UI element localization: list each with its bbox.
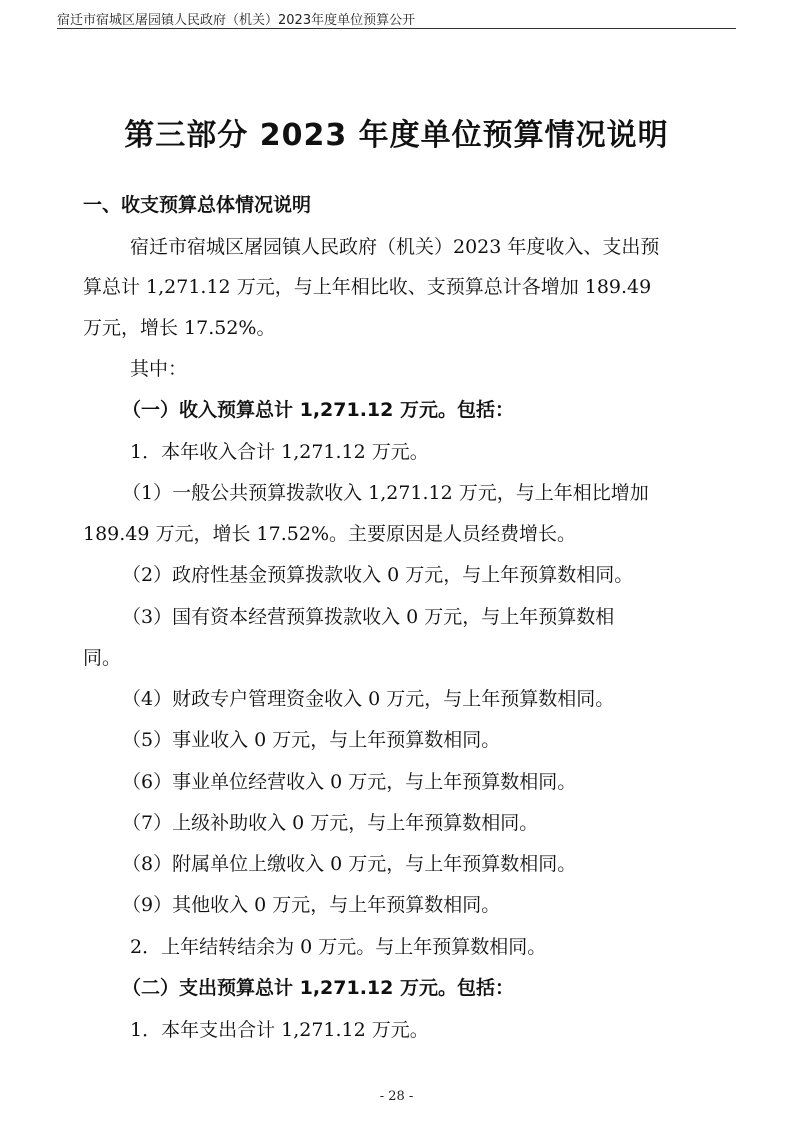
overview-line-2: 算总计 1,271.12 万元，与上年相比收、支预算总计各增加 189.49 — [83, 276, 652, 298]
income-sub-1-line-2: 189.49 万元，增长 17.52%。主要原因是人员经费增长。 — [83, 523, 577, 545]
income-heading: （一）收入预算总计 1,271.12 万元。包括： — [122, 399, 514, 421]
income-sub-1-line-1: （1）一般公共预算拨款收入 1,271.12 万元，与上年相比增加 — [122, 482, 649, 504]
income-sub-3-line-1: （3）国有资本经营预算拨款收入 0 万元，与上年预算数相 — [122, 606, 615, 628]
qizhong-label: 其中： — [130, 358, 188, 380]
overview-line-1: 宿迁市宿城区屠园镇人民政府（机关）2023 年度收入、支出预 — [130, 236, 660, 258]
income-sub-8: （8）附属单位上缴收入 0 万元，与上年预算数相同。 — [122, 853, 577, 875]
income-sub-7: （7）上级补助收入 0 万元，与上年预算数相同。 — [122, 812, 539, 834]
expenditure-heading: （二）支出预算总计 1,271.12 万元。包括： — [122, 977, 514, 999]
overview-line-3: 万元，增长 17.52%。 — [83, 317, 276, 339]
income-sub-3-line-2: 同。 — [83, 647, 122, 669]
income-sub-9: （9）其他收入 0 万元，与上年预算数相同。 — [122, 894, 501, 916]
page-number: - 28 - — [379, 1089, 414, 1104]
expenditure-item-1: 1．本年支出合计 1,271.12 万元。 — [130, 1019, 429, 1041]
income-sub-5: （5）事业收入 0 万元，与上年预算数相同。 — [122, 729, 501, 751]
section-heading-overview: 一、收支预算总体情况说明 — [83, 194, 312, 216]
income-item-2: 2．上年结转结余为 0 万元。与上年预算数相同。 — [130, 936, 547, 958]
running-header: 宿迁市宿城区屠园镇人民政府（机关）2023年度单位预算公开 — [57, 13, 416, 28]
income-sub-2: （2）政府性基金预算拨款收入 0 万元，与上年预算数相同。 — [122, 564, 634, 586]
income-sub-6: （6）事业单位经营收入 0 万元，与上年预算数相同。 — [122, 771, 577, 793]
income-item-1: 1．本年收入合计 1,271.12 万元。 — [130, 441, 429, 463]
page-title: 第三部分 2023 年度单位预算情况说明 — [124, 118, 669, 153]
income-sub-4: （4）财政专户管理资金收入 0 万元，与上年预算数相同。 — [122, 688, 615, 710]
header-divider — [57, 28, 736, 29]
